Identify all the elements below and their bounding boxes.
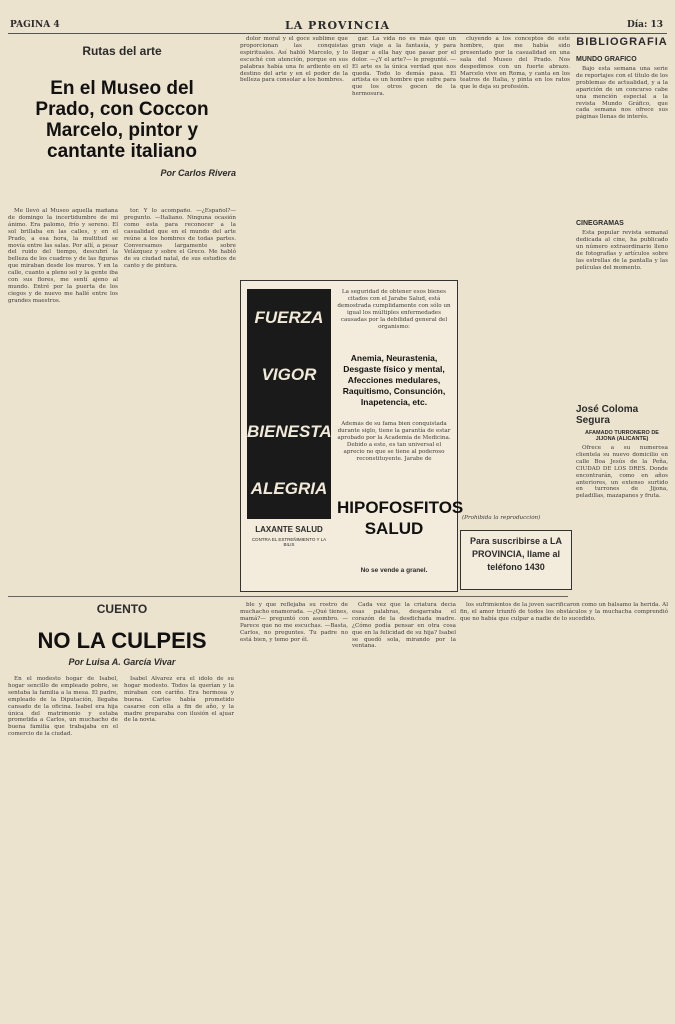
article-cuento-col1: En el modesto hogar de Isabel, hogar sencillo de empleado pobre, se sentaba la familia a la mesa. El padre, empleado de la Diputación, llegaba cansado de la oficina. Isabel era hija única del matrimonio y estaba prometida a Carlos, un muchacho de buena familia que trabajaba en el comercio de la ciudad. — [8, 676, 118, 738]
article-cuento-col4: Cada vez que la criatura decía esas palabras, desgarraba el corazón de la desdichada madre. ¿Cómo podía pensar en otra cosa que en la felicidad de su hija? Isabel se quedó sola, mirando por la ventana. — [352, 602, 456, 650]
article-cuento-col3: ble y que reflejaba su rostro de muchacho enamorada. —¿Qué tienes, mamá?— preguntó con asombro. —Parece que no me escuchas. —Basta, Carlos, no preguntes. Tu padre no está bien, y temo por él. — [240, 602, 348, 643]
article-museo-col1: Me llevó al Museo aquella mañana de domingo la incertidumbre de mi ánimo. Era palomo, frío y sereno. El sol brillaba en las calles, y en el Prado, a esa hora, la multitud se movía entre las salas. Por allí, a pesar del ruido del tiempo, descubrí la belleza de los cuadros y de las figuras que miraban desde los muros. Y en la calle, cuanto a pleno sol y la gente iba con sus flores, me sentí ajeno al mundo. Entré por la puerta de los ciegos y de nuevo me hallé entre los grandes maestros. — [8, 208, 118, 304]
coloma-caption: AFAMADO TURRONERO DE JIJONA (ALICANTE) — [585, 430, 659, 442]
article-museo-col3: dolor moral y el goce sublime que proporcionan las conquistas espirituales. Así habló Marcelo, y lo escuché con atención, porque en sus palabras había una fe ardiente en el destino del arte y en el poder de la belleza para consolar a los hombres. — [240, 36, 348, 84]
bibliografia-text: Bajo esta semana una serie de reportajes con el título de los problemas de actualidad, y a la aparición de un concurso cabe una mención especial a la revista Mundo Gráfico, que cada semana nos ofrece sus páginas llenas de interés. — [576, 66, 668, 121]
article-kicker: CUENTO — [96, 602, 148, 616]
ad-footer: No se vende a granel. — [360, 567, 428, 574]
bibliografia-title: BIBLIOGRAFIA — [576, 36, 668, 48]
ad-product: HIPOFOSFITOS SALUD — [337, 498, 464, 538]
bibliografia-subtitle: MUNDO GRAFICO — [576, 56, 637, 63]
ad-bottle-label: LAXANTE SALUD — [255, 525, 323, 534]
section-divider — [8, 596, 568, 597]
page-header — [8, 20, 667, 34]
article-museo-col5: cluyendo a los conceptos de este hombre, que me había sido presentado por la casualidad en una sala del Museo del Prado. Nos despedimos con un fuerte abrazo. Marcelo vive en Roma, y canta en los teatros de Italia, y pinta en los ratos que le deja su profesión. — [460, 36, 570, 91]
article-museo-col2: tor. Y lo acompaño. —¿Español?— pregunto. —Italiano. Ninguna ocasión como esta para reconocer a la casualidad que en el mundo del arte reúne a los hombres de todas partes. Conversamos largamente sobre Velázquez y sobre el Greco. Me habló de su ciudad natal, de sus estudios de canto y de pintura. — [124, 208, 236, 270]
subscription-text: Para suscribirse a LA PROVINCIA, llame al teléfono 1430 — [469, 536, 563, 572]
article-title-line: En el Museo del — [50, 78, 194, 99]
article-cuento-col2: Isabel Álvarez era el ídolo de su hogar modesto. Todos la querían y la miraban con cariño. Era hermosa y buena. Carlos había prometido casarse con ella a fin de año, y la madre preparaba con ilusión el ajuar de la novia. — [124, 676, 234, 724]
subscription-box — [460, 530, 572, 590]
bibliografia-column — [576, 36, 668, 596]
ad-body: Además de su fama bien conquistada durante siglo, tiene la garantía de estar aprobado por la Academia de Medicina. Debido a este, es tan universal el aprecio no que se tiene al poderoso reconstituyente. Jarabe de — [337, 421, 451, 462]
page-number: PAGINA 4 — [10, 20, 60, 30]
article-title-line: Prado, con Coccon — [35, 99, 209, 120]
ad-diseases: Anemia, Neurastenia, Desgaste físico y mental, Afecciones medulares, Raquitismo, Consunción, Inapetencia, etc. — [342, 353, 446, 407]
article-title: NO LA CULPEIS — [37, 628, 207, 653]
ad-intro: La seguridad de obtener esos bienes citados con el Jarabe Salud, está demostrada cumplidamente con sólo un igual los múltiples enfermedades causadas por la debilidad general del organismo: — [337, 289, 451, 330]
coloma-title: José Coloma Segura — [576, 404, 639, 426]
coloma-text: Ofrece a su numerosa clientela su nuevo domicilio en calle Boa Jesús de la Peña, CIUDAD DE LOS DRES. Donde encontrarán, como en años anteriores, un extenso surtido en turrones de Jijona, peladillas, mazapanes y fruta. — [576, 445, 668, 500]
article-byline: Por Luisa A. García Vivar — [68, 657, 176, 667]
article-byline: Por Carlos Rivera — [160, 168, 236, 178]
ad-hipofosfitos — [240, 280, 464, 592]
cinegramas-text: Esta popular revista semanal dedicada al cine, ha publicado un número extraordinario lleno de fotografías y artículos sobre las estrellas de la pantalla y las películas del momento. — [576, 230, 668, 271]
article-cuento-head — [8, 602, 236, 667]
article-title-line: Marcelo, pintor y — [45, 120, 199, 141]
article-title-line: cantante italiano — [47, 141, 197, 162]
ad-bottle: FUERZA VIGOR BIENESTAR ALEGRIA — [247, 289, 331, 519]
ad-bottle-sub: CONTRA EL ESTREÑIMIENTO Y LA BILIS — [251, 537, 327, 547]
reproduction-note: (Prohibida la reproducción) — [462, 515, 541, 521]
article-kicker: Rutas del arte — [82, 44, 162, 58]
newspaper-title: LA PROVINCIA — [284, 19, 391, 32]
cinegramas-subtitle: CINEGRAMAS — [576, 220, 624, 227]
article-museo-col4: gar. La vida no es más que un gran viaje a la fantasía, y para llegar a ella hay que pasar por el dolor. —¿Y el arte?— le pregunté. —El arte es la única verdad que nos queda. Todo lo demás pasa. El artista es un hombre que sufre para que los otros gocen de la hermosura. — [352, 36, 456, 98]
article-museo-head — [8, 44, 236, 178]
page-date: Día: 13 — [626, 20, 663, 30]
article-cuento-col5: los sufrimientos de la joven sacrificaron como un bálsamo la herida. Al fin, el amor triunfó de todos los obstáculos y la muchacha comprendió que no había que culpar a nadie de lo sucedido. — [460, 602, 668, 622]
